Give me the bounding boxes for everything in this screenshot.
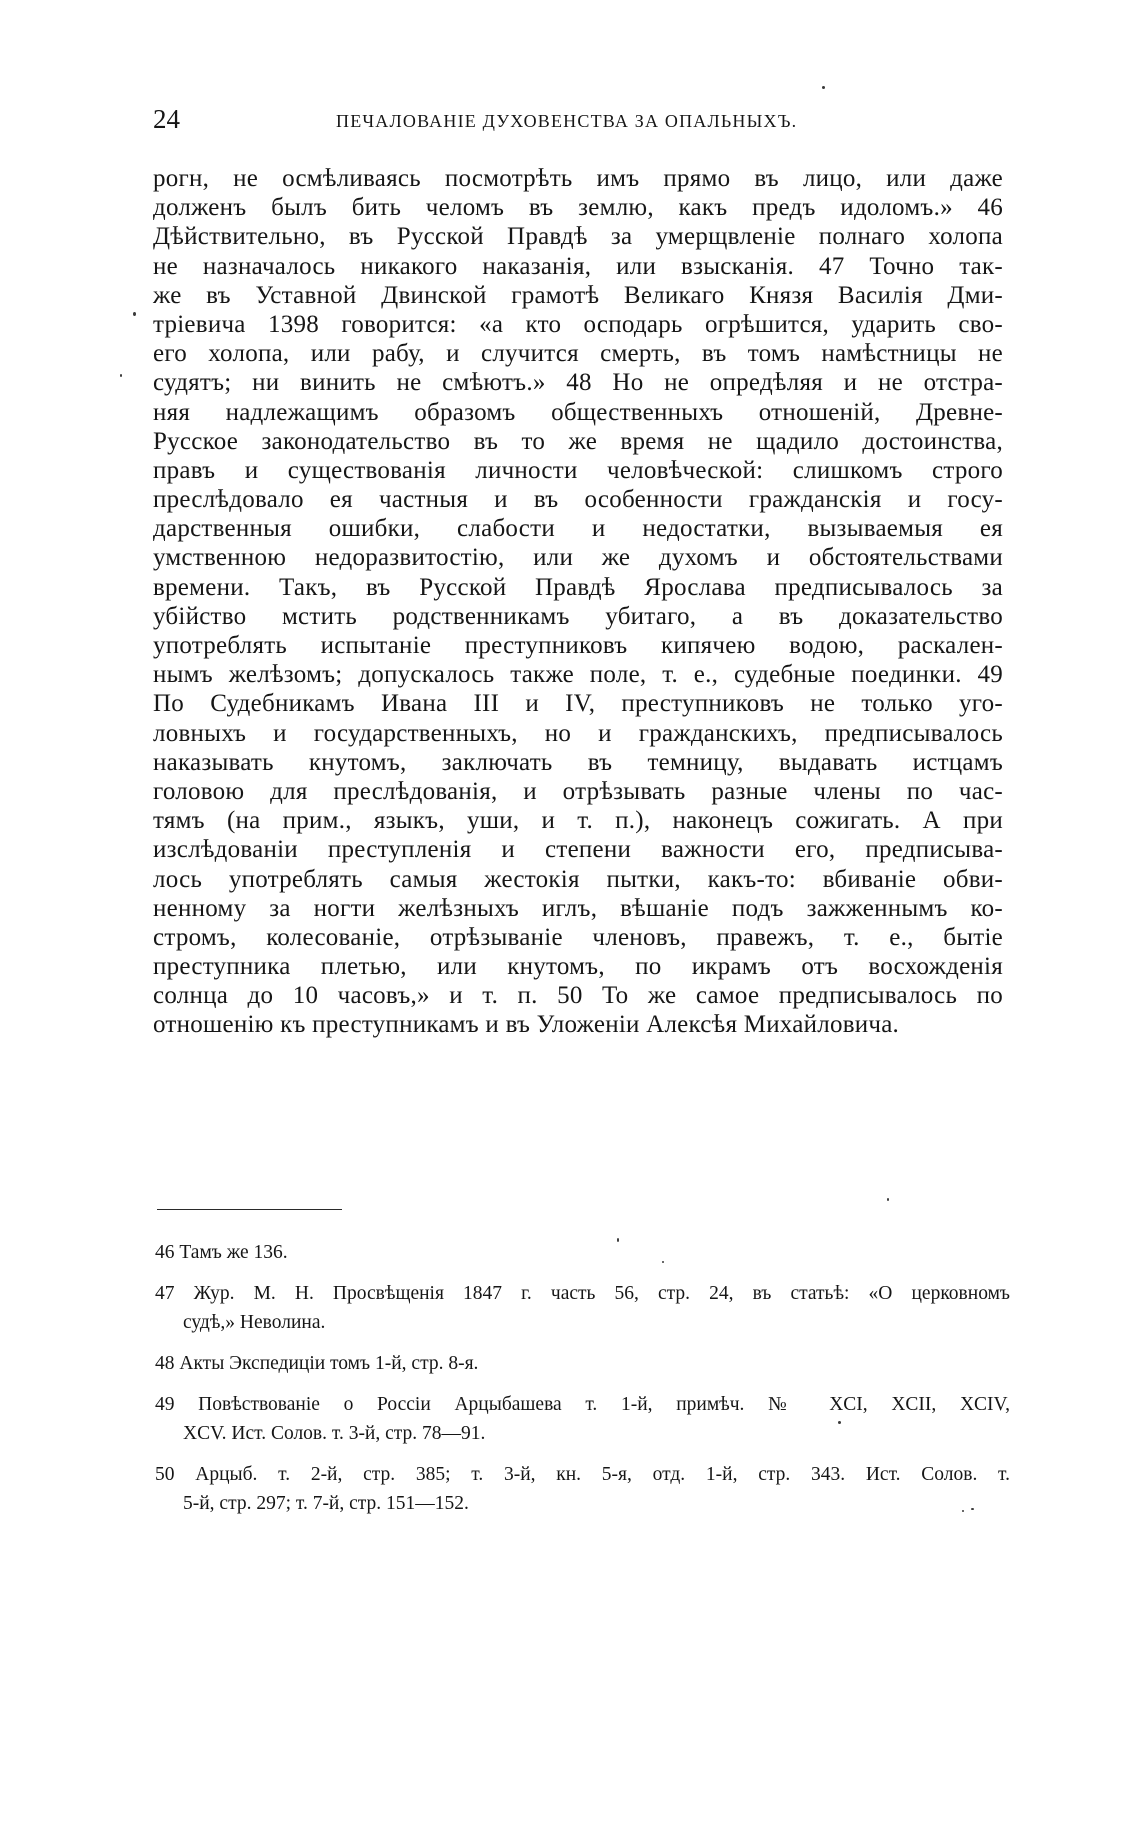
- body-line: солнца до 10 часовъ,» и т. п. 50 То же самое предписывалось по: [153, 982, 1003, 1010]
- footnotes: [155, 1238, 1010, 1530]
- body-line: преступника плетью, или кнутомъ, по икрамъ отъ восхожденія: [153, 953, 1003, 981]
- body-line: Дѣйствительно, въ Русской Правдѣ за умерщвленіе полнаго холопа: [153, 223, 1003, 251]
- body-line: стромъ, колесованіе, отрѣзываніе членовъ, правежъ, т. е., бытіе: [153, 923, 1003, 951]
- footnote-line: 5-й, стр. 297; т. 7-й, стр. 151—152.: [183, 1493, 469, 1514]
- scan-speck: [822, 86, 825, 89]
- running-title: ПЕЧАЛОВАНІЕ ДУХОВЕНСТВА ЗА ОПАЛЬНЫХЪ.: [336, 111, 798, 131]
- footnote-47: [155, 1279, 1010, 1337]
- body-line: правъ и существованія личности человѣческой: слишкомъ строго: [153, 456, 1003, 484]
- body-line: употреблять испытаніе преступниковъ кипячею водою, раскален-: [153, 632, 1003, 659]
- body-line: лось употреблять самыя жестокія пытки, какъ-то: вбиваніе обви-: [153, 865, 1003, 893]
- footnote-50: [155, 1460, 1010, 1518]
- scan-speck: [887, 1198, 889, 1201]
- body-line: его холопа, или рабу, и случится смерть, въ томъ намѣстницы не: [153, 340, 1003, 368]
- body-line: не назначалось никакого наказанія, или взысканія. 47 Точно так-: [153, 252, 1003, 280]
- footnote-48: [155, 1349, 1010, 1378]
- body-line: ловныхъ и государственныхъ, но и гражданскихъ, предписывалось: [153, 719, 1003, 747]
- scan-speck: [662, 1261, 664, 1263]
- page-number: 24: [153, 104, 180, 134]
- footnote-49: [155, 1390, 1010, 1448]
- body-line: отношенію къ преступникамъ и въ Уложеніи Алексѣя Михайловича.: [153, 1011, 900, 1039]
- scan-speck: [120, 374, 122, 377]
- body-line: няя надлежащимъ образомъ общественныхъ отношеній, Древне-: [153, 398, 1003, 426]
- body-line: Русское законодательство въ то же время не щадило достоинства,: [153, 427, 1003, 455]
- body-line: времени. Такъ, въ Русской Правдѣ Ярослава предписывалось за: [153, 573, 1003, 601]
- body-line: наказывать кнутомъ, заключать въ темницу, выдавать истцамъ: [153, 748, 1003, 776]
- footnote-line: 47 Жур. М. Н. Просвѣщенія 1847 г. часть 56, стр. 24, въ статьѣ: «О церковномъ: [155, 1283, 1010, 1304]
- body-line: преслѣдовало ея частныя и въ особенности гражданскія и госу-: [153, 486, 1003, 514]
- body-line: ненному за ногти желѣзныхъ иглъ, вѣшаніе подъ зажженнымъ ко-: [153, 894, 1003, 922]
- body-line: умственною недоразвитостію, или же духомъ и обстоятельствами: [153, 544, 1003, 572]
- body-line: судятъ; ни винить не смѣютъ.» 48 Но не опредѣляя и не отстра-: [153, 369, 1003, 397]
- body-line: тріевича 1398 говорится: «а кто осподарь огрѣшится, ударить сво-: [153, 310, 1003, 338]
- scan-speck: [617, 1238, 619, 1242]
- footnote-line: 46 Тамъ же 136.: [155, 1242, 288, 1263]
- scan-speck: [962, 1510, 964, 1512]
- body-line: нымъ желѣзомъ; допускалось также поле, т. е., судебные поединки. 49: [153, 661, 1003, 689]
- body-line: По Судебникамъ Ивана III и IV, преступниковъ не только уго-: [153, 690, 1003, 718]
- body-line: убійство мстить родственникамъ убитаго, а въ доказательство: [153, 602, 1003, 630]
- footnote-line: 50 Арцыб. т. 2-й, стр. 385; т. 3-й, кн. 5-я, отд. 1-й, стр. 343. Ист. Солов. т.: [155, 1464, 1010, 1485]
- body-line: же въ Уставной Двинской грамотѣ Великаго Князя Василія Дми-: [153, 281, 1003, 309]
- scan-speck: [971, 1508, 974, 1510]
- scan-speck: [133, 312, 136, 316]
- running-head: [153, 104, 1013, 138]
- body-line: изслѣдованіи преступленія и степени важности его, предписыва-: [153, 836, 1003, 864]
- body-line: тямъ (на прим., языкъ, уши, и т. п.), наконецъ сожигать. А при: [153, 807, 1003, 835]
- footnote-line: XCV. Ист. Солов. т. 3-й, стр. 78—91.: [183, 1423, 486, 1444]
- footnote-46: [155, 1238, 1010, 1267]
- body-line: головою для преслѣдованія, и отрѣзывать разные члены по час-: [153, 777, 1003, 805]
- footnote-divider: [157, 1209, 342, 1210]
- footnote-line: судѣ,» Неволина.: [183, 1312, 326, 1333]
- body-line: дарственныя ошибки, слабости и недостатки, вызываемыя ея: [153, 515, 1003, 543]
- footnote-line: 48 Акты Экспедиціи томъ 1-й, стр. 8-я.: [155, 1353, 479, 1374]
- scan-speck: [838, 1421, 841, 1424]
- body-line: рогн, не осмѣливаясь посмотрѣть имъ прямо въ лицо, или даже: [153, 165, 1003, 192]
- body-text: [153, 164, 1003, 1040]
- body-line: долженъ былъ бить челомъ въ землю, какъ предъ идоломъ.» 46: [153, 194, 1003, 222]
- footnote-line: 49 Повѣствованіе о Россіи Арцыбашева т. 1-й, примѣч. № XCI, XCII, XCIV,: [155, 1394, 1010, 1415]
